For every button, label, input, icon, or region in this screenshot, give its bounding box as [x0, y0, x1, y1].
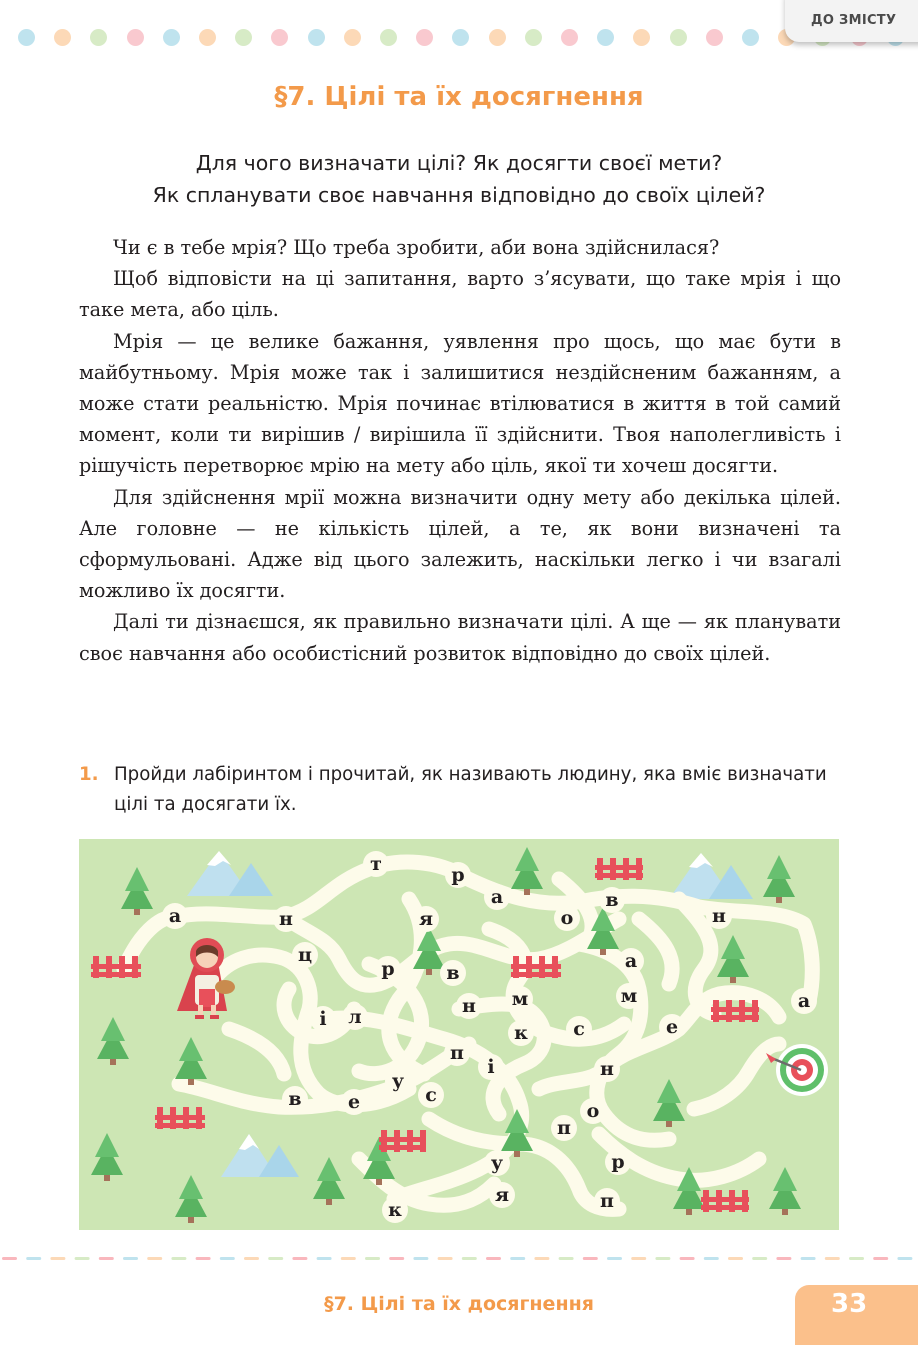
decorative-dash [704, 1257, 719, 1260]
decorative-dash [292, 1257, 307, 1260]
decorative-dash [171, 1257, 186, 1260]
maze-letter: м [511, 988, 529, 1010]
decorative-dot [308, 29, 325, 46]
maze-letter: р [381, 958, 395, 980]
decorative-dash [2, 1257, 17, 1260]
maze-letter: к [514, 1022, 528, 1044]
decorative-dot [235, 29, 252, 46]
decorative-dash [534, 1257, 549, 1260]
maze-letter: і [319, 1008, 327, 1030]
maze-letter: п [557, 1117, 571, 1139]
decorative-dot [199, 29, 216, 46]
decorative-dot [742, 29, 759, 46]
maze-letter: в [288, 1088, 302, 1110]
maze-letter: п [450, 1042, 464, 1064]
task-number: 1. [79, 764, 99, 785]
decorative-dash [244, 1257, 259, 1260]
maze-letter: н [712, 905, 726, 927]
maze-letter: н [462, 995, 476, 1017]
decorative-dot [489, 29, 506, 46]
maze-letter: т [370, 853, 382, 875]
section-title: §7. Цілі та їх досягнення [274, 82, 644, 112]
question-line-1: Для чого визначати цілі? Як досягти своєї мети? [195, 151, 723, 175]
decorative-dot [18, 29, 35, 46]
maze-letter: к [388, 1199, 402, 1221]
decorative-dash [486, 1257, 501, 1260]
decorative-dot [90, 29, 107, 46]
decorative-dot [416, 29, 433, 46]
maze-letter: а [490, 886, 504, 908]
maze-letter: л [348, 1006, 362, 1028]
decorative-dot [271, 29, 288, 46]
decorative-dash [849, 1257, 864, 1260]
decorative-dash [389, 1257, 404, 1260]
maze-letter: н [279, 908, 293, 930]
decorative-dash [341, 1257, 356, 1260]
maze-letter: с [573, 1018, 585, 1040]
maze-letter: в [446, 962, 460, 984]
maze-letter: р [451, 864, 465, 886]
maze-letter: р [611, 1151, 625, 1173]
decorative-dot [597, 29, 614, 46]
decorative-dash [438, 1257, 453, 1260]
maze-letter: а [624, 950, 638, 972]
page-number: 33 [831, 1289, 868, 1319]
decorative-dash [559, 1257, 574, 1260]
decorative-dash [607, 1257, 622, 1260]
decorative-dot [127, 29, 144, 46]
decorative-dot [633, 29, 650, 46]
decorative-dashed-line [0, 1256, 918, 1262]
decorative-dash [583, 1257, 598, 1260]
decorative-dash [147, 1257, 162, 1260]
decorative-dash [50, 1257, 65, 1260]
footer-section-title: §7. Цілі та їх досягнення [324, 1293, 594, 1315]
decorative-dash [99, 1257, 114, 1260]
maze-letter: о [586, 1100, 600, 1122]
paragraph-2: Щоб відповісти на ці запитання, варто з’ясувати, що таке мрія і що таке мета, або ціль. [79, 267, 841, 322]
decorative-dash [801, 1257, 816, 1260]
decorative-dot [163, 29, 180, 46]
maze-letter: я [494, 1184, 510, 1206]
decorative-dash [631, 1257, 646, 1260]
paragraph-3: Мрія — це велике бажання, уявлення про щось, що має бути в майбутньому. Мрія може так і залишитися нездійсненим бажанням, а може стати реальністю. Мрія починає втілюватися в життя в той самий момент, коли ти вирішив / вирішила її здійснити. Твоя наполегливість і рішучість перетворює мрію на мету або ціль, якої ти хочеш досягти. [79, 329, 841, 478]
decorative-dash [317, 1257, 332, 1260]
decorative-dash [776, 1257, 791, 1260]
decorative-dash [220, 1257, 235, 1260]
maze-letter: с [425, 1084, 437, 1106]
decorative-dot [344, 29, 361, 46]
decorative-dash [752, 1257, 767, 1260]
paragraph-4: Для здійснення мрії можна визначити одну мету або декілька цілей. Але головне — не кількість цілей, а те, як вони визначені та сформульовані. Адже від цього залежить, наскільки легко і чи взагалі можливо їх досягти. [79, 485, 841, 603]
maze-letter: у [490, 1152, 504, 1174]
maze-letter: в [605, 889, 619, 911]
page-number-tab [795, 1285, 918, 1345]
maze-letter: е [347, 1091, 361, 1113]
maze-letter: я [418, 908, 434, 930]
decorative-dash [655, 1257, 670, 1260]
maze-letter: а [168, 905, 182, 927]
decorative-dash [825, 1257, 840, 1260]
decorative-dash [75, 1257, 90, 1260]
maze-letter: е [665, 1016, 679, 1038]
maze-letter: і [487, 1056, 495, 1078]
decorative-dots [18, 29, 898, 47]
decorative-dot [670, 29, 687, 46]
contents-link[interactable] [785, 0, 918, 42]
maze-letter: а [797, 990, 811, 1012]
decorative-dash [26, 1257, 41, 1260]
decorative-dash [365, 1257, 380, 1260]
decorative-dash [728, 1257, 743, 1260]
decorative-dash [413, 1257, 428, 1260]
task-1 [79, 760, 841, 820]
maze-letter: н [600, 1058, 614, 1080]
task-text: Пройди лабіринтом і прочитай, як називають людину, яка вміє визначати цілі та досягати їх. [114, 764, 827, 815]
paragraph-5: Далі ти дізнаєшся, як правильно визначати цілі. А ще — як планувати своє навчання або особистісний розвиток відповідно до своїх цілей. [79, 610, 841, 665]
decorative-dash [510, 1257, 525, 1260]
decorative-dash [873, 1257, 888, 1260]
decorative-dot [54, 29, 71, 46]
decorative-dash [462, 1257, 477, 1260]
decorative-dash [196, 1257, 211, 1260]
decorative-dot [452, 29, 469, 46]
decorative-dot [561, 29, 578, 46]
decorative-dash [123, 1257, 138, 1260]
decorative-dash [680, 1257, 695, 1260]
paragraph-1: Чи є в тебе мрія? Що треба зробити, аби вона здійснилася? [113, 236, 720, 259]
maze-illustration [79, 839, 839, 1230]
body-text [79, 232, 841, 669]
maze-letter: п [600, 1190, 614, 1212]
maze-letter: о [560, 907, 574, 929]
decorative-dot [706, 29, 723, 46]
guiding-questions [60, 147, 858, 211]
decorative-dash [268, 1257, 283, 1260]
decorative-dash [897, 1257, 912, 1260]
decorative-dot [525, 29, 542, 46]
question-line-2: Як спланувати своє навчання відповідно до своїх цілей? [152, 183, 766, 207]
maze-letter: ц [297, 944, 313, 966]
maze-letter: м [620, 985, 638, 1007]
contents-link-label: ДО ЗМІСТУ [811, 13, 897, 28]
maze-letter: у [391, 1070, 405, 1092]
decorative-dot [380, 29, 397, 46]
